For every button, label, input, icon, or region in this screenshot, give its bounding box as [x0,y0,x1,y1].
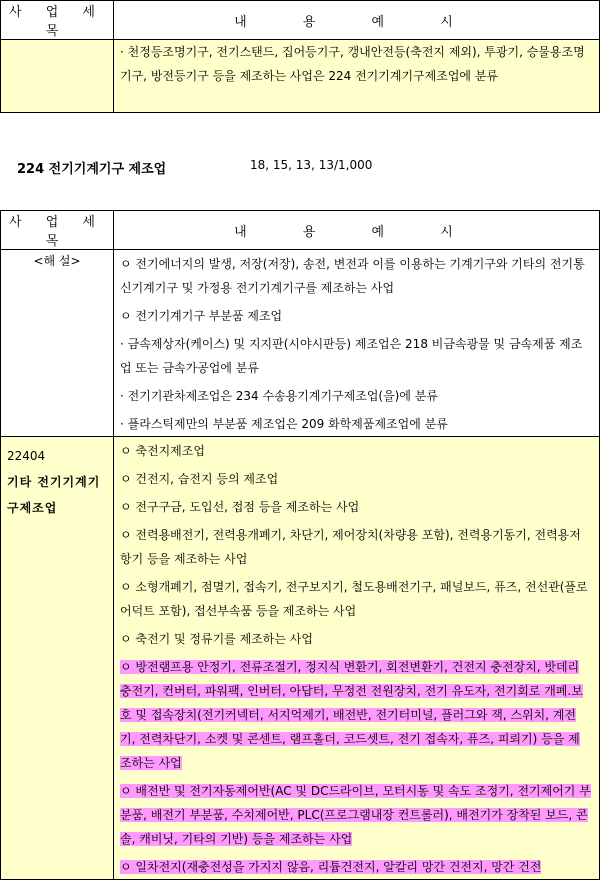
table-main [0,210,600,880]
section-title: 224 전기기계기구 제조업 [17,162,167,177]
detail-item: ㅇ 축전지제조업 [120,444,205,458]
detail-item: ㅇ 축전기 및 정류기를 제조하는 사업 [120,632,313,646]
highlighted-text: ㅇ 방전램프용 안정기, 전류조절기, 정지식 변환기, 회전변환기, 건전지 충전장치, 밧데리 충전기, 컨버터, 파워팩, 인버터, 아답터, 무정전 전원장치, 전기 유도자, 전기회로 개폐.보호 및 접속장치(전기커넥터, 서지억제기, 배전반, 전기터미널, 플러그와 잭, 스위치, 계전기, 전력차단기, 소켓 및 콘센트, 램프홀더, 코드셋트, 전기 접속자, 퓨즈, 피뢰기) 등을 제조하는 사업 [120,660,583,770]
highlighted-text: ㅇ 배전반 및 전기자동제어반(AC 및 DC드라이브, 모터시동 및 속도 조정기, 전기제어기 부분품, 배전기 부분품, 수치제어반, PLC(프로그램내장 컨트롤러), 배전기가 장착된 보드, 콘솔, 캐비닛, 기타의 기반) 등을 제조하는 사업 [120,784,591,846]
item-code: 22404 [7,449,46,463]
header-examples: 내 용 예 시 [114,211,600,250]
table-top-header [1,1,600,40]
bullet-text: · 천정등조명기구, 전기스탠드, 집어등기구, 갱내안전등(축전지 제외), 투광기, 승물용조명기구, 방전등기구 등을 제조하는 사업은 224 전기기계기구제조업에 분류 [120,45,585,83]
item-details-cell [114,437,600,880]
detail-item: ㅇ 전력용배전기, 전력용개폐기, 차단기, 제어장치(차량용 포함), 전력용기동기, 전력용저항기 등을 제조하는 사업 [120,528,581,566]
detail-item: ㅇ 전구구금, 도입선, 접점 등을 제조하는 사업 [120,500,360,514]
commentary-cell [114,250,600,437]
highlighted-item [114,855,599,879]
section-rate: 18, 15, 13, 13/1,000 [250,158,373,172]
commentary-item: · 금속제상자(케이스) 및 지지판(시야시판등) 제조업은 218 비금속광물 및 금속제품 제조업 또는 금속가공업에 분류 [120,337,583,375]
detail-item: ㅇ 건전지, 습전지 등의 제조업 [120,472,279,486]
item-name: 기타 전기기계기구제조업 [7,475,101,515]
detail-item: ㅇ 소형개폐기, 점멸기, 접속기, 전구보지기, 철도용배전기구, 패널보드, 퓨즈, 전선관(플로어덕트 포함), 접선부속품 등을 제조하는 사업 [120,580,588,618]
commentary-item: ㅇ 전기기계기구 부분품 제조업 [120,309,283,323]
item-row [1,437,600,880]
header-category: 사 업 세 목 [1,211,114,250]
item-label-cell [1,437,114,880]
header-examples: 내 용 예 시 [114,1,600,40]
empty-cell [1,40,114,113]
table-top [0,0,600,113]
commentary-row [1,250,600,437]
table-top-row [1,40,600,113]
table-main-header [1,211,600,250]
commentary-label: <해 설> [1,250,114,437]
highlighted-text: ㅇ 일차전지(재충전성을 가지지 않음, 리튬건전지, 알칼리 망간 건전지, 망간 건전 [120,860,542,874]
highlighted-item [114,655,599,775]
commentary-item: · 전기기관차제조업은 234 수송용기계기구제조업(을)에 분류 [120,389,438,403]
header-category: 사 업 세 목 [1,1,114,40]
commentary-item: ㅇ 전기에너지의 발생, 저장(저장), 송전, 변전과 이를 이용하는 기계기구와 기타의 전기통신기계기구 및 가정용 전기기계기구를 제조하는 사업 [120,257,585,295]
highlighted-item [114,779,599,851]
content-cell [114,40,600,113]
commentary-item: · 플라스틱제만의 부분품 제조업은 209 화학제품제조업에 분류 [120,417,448,431]
